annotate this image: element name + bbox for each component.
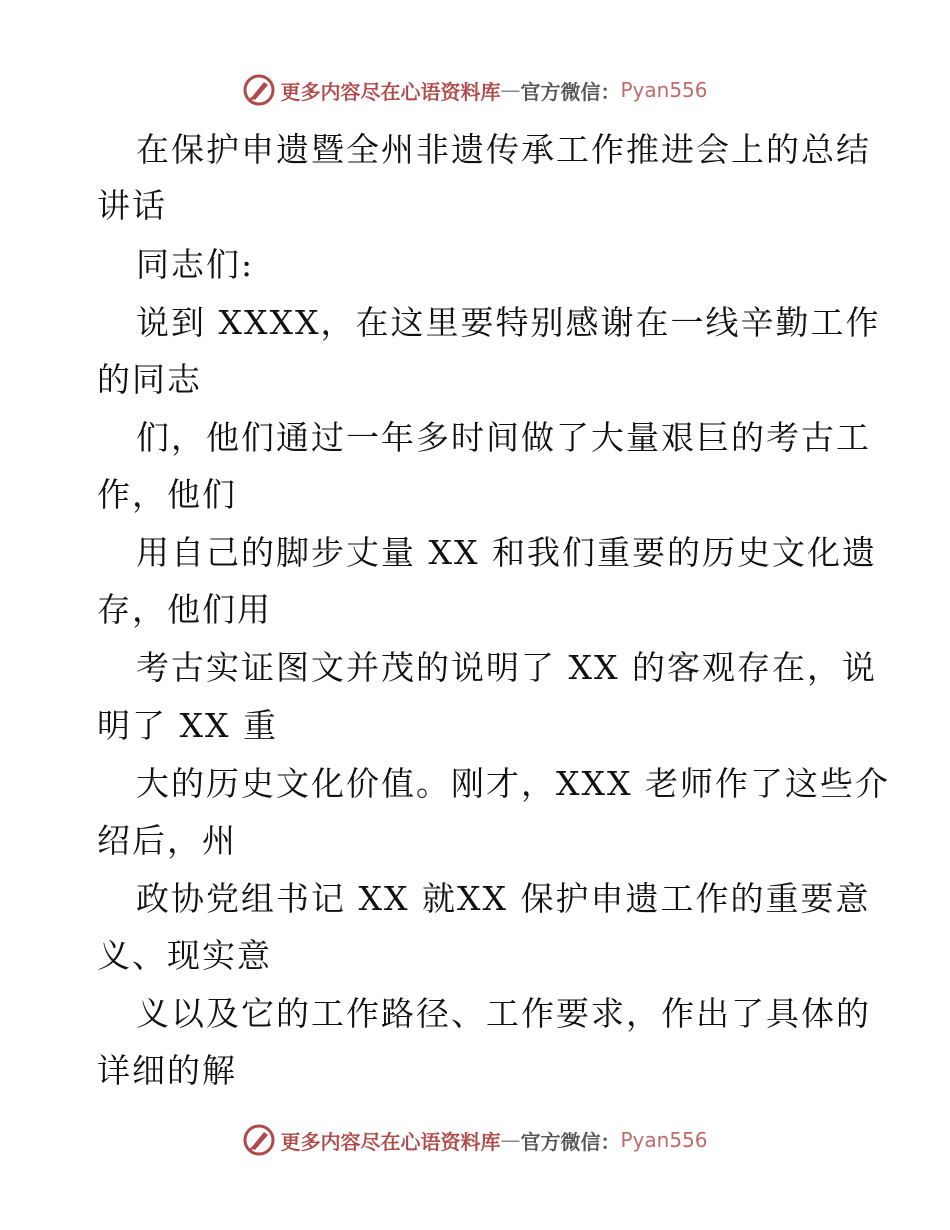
quill-logo-icon [242,1123,276,1157]
salutation: 同志们: [136,245,255,284]
watermark-wechat-label: 官方微信： [520,1129,621,1154]
paragraph-line: 义、现实意 [97,936,272,975]
watermark-wechat-id: Pyan556 [620,1128,708,1152]
watermark-text: 更多内容尽在心语资料库 [280,1129,501,1154]
watermark-separator: — [500,78,521,102]
paragraph-line: 明了 XX 重 [97,706,278,745]
paragraph-line: 义以及它的工作路径、工作要求，作出了具体的 [136,994,871,1033]
paragraph-line: 存，他们用 [97,590,272,629]
doc-title-line-1: 在保护申遗暨全州非遗传承工作推进会上的总结 [136,130,871,169]
watermark-separator: — [500,1128,521,1152]
doc-title-line-2: 讲话 [97,186,167,225]
watermark-wechat-label: 官方微信： [520,79,621,104]
paragraph-line: 考古实证图文并茂的说明了 XX 的客观存在，说 [136,648,877,687]
paragraph-line: 的同志 [97,360,202,399]
header-watermark [0,70,950,110]
paragraph-line: 用自己的脚步丈量 XX 和我们重要的历史文化遗 [136,533,877,572]
watermark-wechat-id: Pyan556 [620,78,708,102]
paragraph-line: 大的历史文化价值。刚才，XXX 老师作了这些介 [136,764,890,803]
paragraph-line: 作，他们 [97,475,237,514]
watermark-text: 更多内容尽在心语资料库 [280,79,501,104]
paragraph-line: 政协党组书记 XX 就XX 保护申遗工作的重要意 [136,879,871,918]
paragraph-line: 们，他们通过一年多时间做了大量艰巨的考古工 [136,418,871,457]
footer-watermark [0,1120,950,1160]
paragraph-line: 详细的解 [97,1051,237,1090]
paragraph-line: 绍后，州 [97,821,237,860]
paragraph-line: 说到 XXXX，在这里要特别感谢在一线辛勤工作 [136,303,881,342]
quill-logo-icon [242,73,276,107]
